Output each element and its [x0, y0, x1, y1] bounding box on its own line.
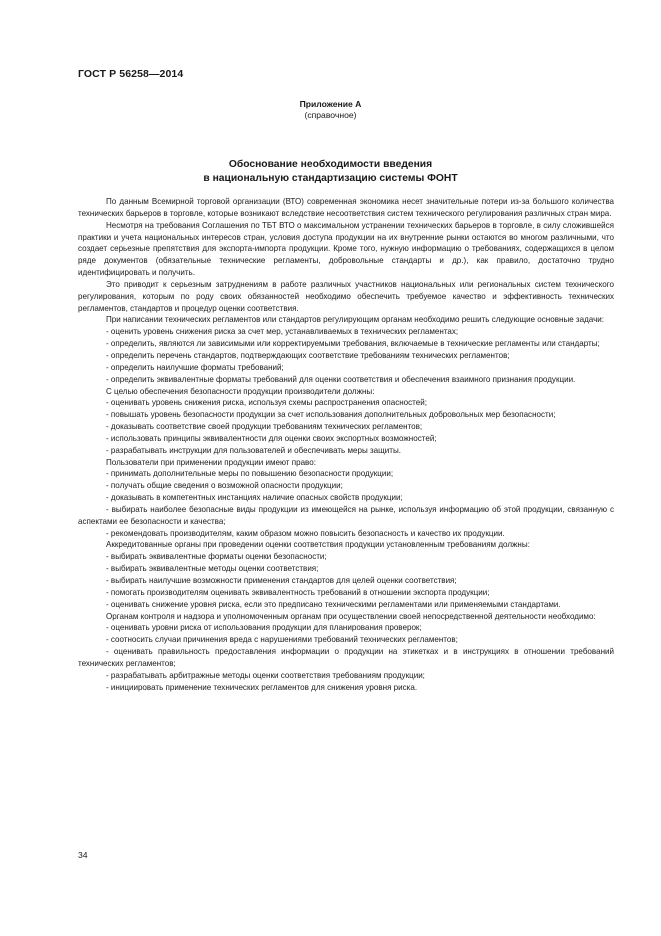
list-item: - выбирать эквивалентные форматы оценки безопасности;: [106, 552, 327, 562]
list-item: - оценивать уровни риска от использования продукции для планирования проверок;: [106, 623, 422, 633]
paragraph: Пользователи при применении продукции имеют право:: [106, 457, 316, 467]
document-code: ГОСТ Р 56258—2014: [78, 68, 184, 80]
list-item: - соотносить случаи причинения вреда с нарушениями требований технических регламентов;: [106, 635, 458, 645]
list-item: - доказывать в компетентных инстанциях наличие опасных свойств продукции;: [106, 493, 403, 503]
list-item: - рекомендовать производителям, каким образом можно повысить безопасность и качество их продукции.: [106, 528, 505, 538]
appendix-subtitle: (справочное): [304, 110, 357, 120]
list-item: - оценить уровень снижения риска за счет мер, устанавливаемых в технических регламентах;: [106, 327, 459, 337]
list-item: - получать общие сведения о возможной опасности продукции;: [106, 481, 343, 491]
appendix-label: [0, 99, 661, 121]
appendix-title: Приложение А: [299, 99, 362, 109]
paragraph: Аккредитованные органы при проведении оценки соответствия продукции установленным требованиям должны:: [106, 540, 530, 550]
list-item: - определить наилучшие форматы требований;: [106, 362, 284, 372]
section-heading: [0, 158, 661, 185]
list-item: - выбирать наилучшие возможности применения стандартов для целей оценки соответствия;: [106, 576, 457, 585]
list-item: - помогать производителям оценивать эквивалентность требований в отношении экспорта продукции;: [106, 587, 490, 597]
list-item: - использовать принципы эквивалентности для оценки своих экспортных возможностей;: [106, 433, 437, 443]
paragraph: При написании технических регламентов или стандартов регулирующим органам необходимо решить следующие основные задачи:: [106, 315, 605, 325]
list-item: - доказывать соответствие своей продукции требованиям технических регламентов;: [106, 422, 423, 432]
paragraph: Органам контроля и надзора и уполномоченным органам при осуществлении своей непосредственной деятельности необходимо:: [106, 611, 596, 621]
list-item: - разрабатывать инструкции для пользователей и обеспечивать меры защиты.: [106, 445, 401, 455]
list-item: - оценивать снижение уровня риска, если это предписано техническими регламентами или применяемыми стандартами.: [106, 599, 561, 609]
list-item: - определить эквивалентные форматы требований для оценки соответствия и обеспечения взаимного признания продукции.: [106, 374, 576, 384]
list-item: - выбирать наиболее безопасные виды продукции из имеющейся на рынке, используя информацию об этой продукции, связанную с аспектами ее безопасности и качества;: [78, 504, 614, 526]
body-text: [78, 196, 614, 693]
list-item: - принимать дополнительные меры по повышению безопасности продукции;: [106, 469, 394, 479]
list-item: - разрабатывать арбитражные методы оценки соответствия требованиям продукции;: [106, 670, 425, 680]
paragraph: Несмотря на требования Соглашения по ТБТ ВТО о максимальном устранении технических барьеров в торговле, в силу сложившейся практики и учета национальных интересов стран, условия доступа продукции на их внутренние рынки остаются во многом различными, что создает серьезные препятствия для экспорта-импорта продукции. Кроме того, нужную информацию о требованиях, содержащихся в целом ряде документов (обязательные технические регламенты, добровольные стандарты и др.), как правило, достаточно трудно идентифицировать и получить.: [78, 220, 614, 278]
paragraph: Это приводит к серьезным затруднениям в работе различных участников национальных или региональных систем технического регулирования, которым по роду своих обязанностей необходимо обеспечить требуемое качество и эффективность технических регламентов, стандартов и процедур оценки соответствия.: [78, 279, 614, 313]
list-item: - оценивать правильность предоставления информации о продукции на этикетках и в инструкциях в отношении требований технических регламентов;: [78, 647, 614, 668]
page-number: 34: [78, 850, 88, 860]
list-item: - определить перечень стандартов, подтверждающих соответствие требованиям технических регламентов;: [106, 350, 510, 360]
paragraph: По данным Всемирной торговой организации (ВТО) современная экономика несет значительные потери из-за большого количества технических барьеров в торговле, которые возникают вследствие несоответствия систем технического регулирования различных стран мира.: [78, 197, 614, 218]
list-item: - повышать уровень безопасности продукции за счет использования дополнительных добровольных мер безопасности;: [106, 410, 556, 420]
list-item: - определить, являются ли зависимыми или корректируемыми требования, включаемые в технические регламенты или стандарты;: [106, 339, 600, 349]
list-item: - оценивать уровень снижения риска, используя схемы распространения опасностей;: [106, 398, 427, 408]
section-heading-line-1: Обоснование необходимости введения: [228, 159, 433, 170]
section-heading-line-2: в национальную стандартизацию системы ФОНТ: [203, 172, 458, 184]
list-item: - выбирать эквивалентные методы оценки соответствия;: [106, 564, 319, 574]
paragraph: С целью обеспечения безопасности продукции производители должны:: [106, 386, 375, 396]
list-item: - инициировать применение технических регламентов для снижения уровня риска.: [106, 682, 418, 692]
